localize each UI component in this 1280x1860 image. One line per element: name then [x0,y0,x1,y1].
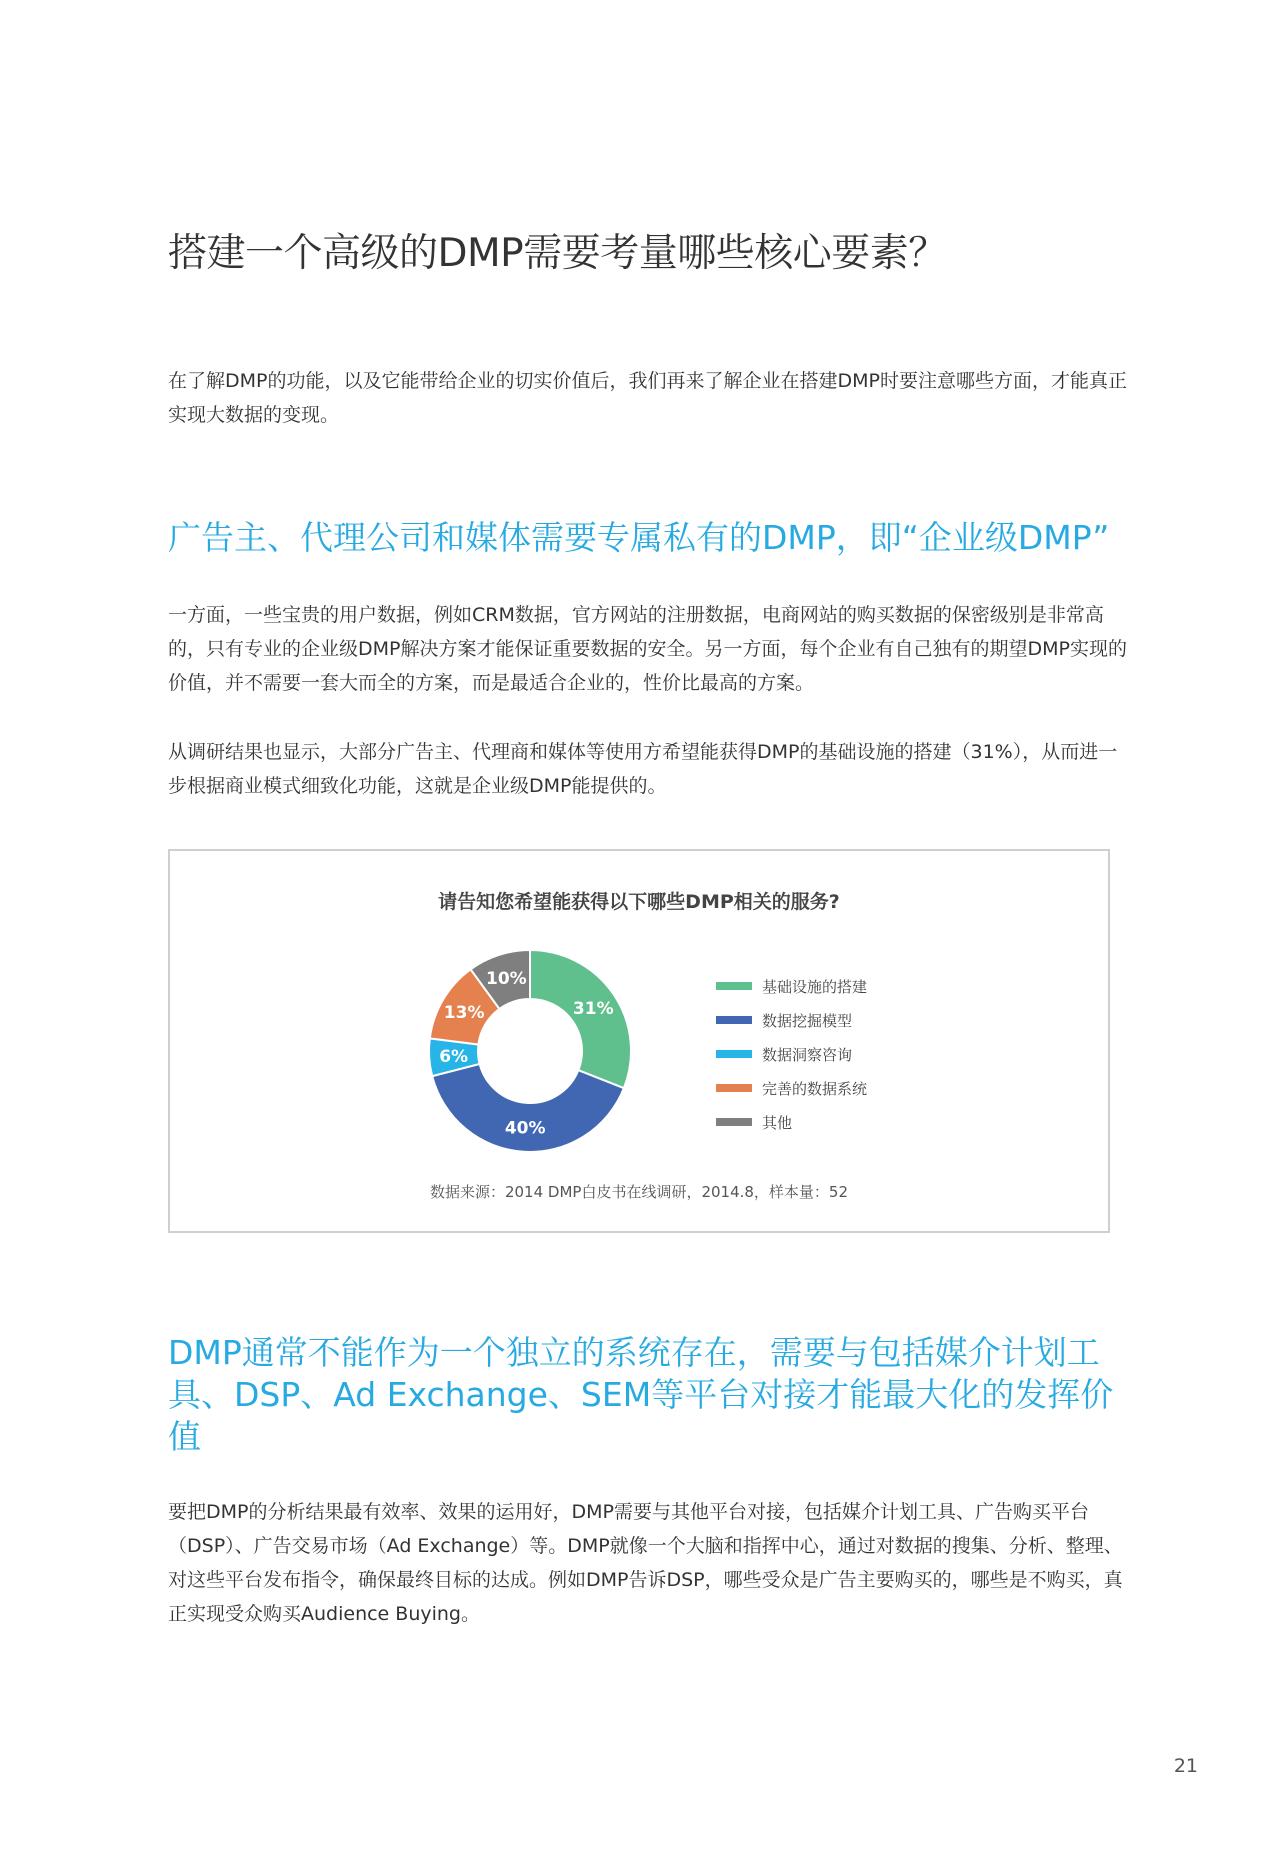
legend-item [716,1105,867,1139]
legend-item [716,1003,867,1037]
chart-panel [168,849,1110,1233]
section1-paragraph-1: 一方面，一些宝贵的用户数据，例如CRM数据，官方网站的注册数据，电商网站的购买数据的保密级别是非常高的，只有专业的企业级DMP解决方案才能保证重要数据的安全。另一方面，每个企业有自己独有的期望DMP实现的价值，并不需要一套大而全的方案，而是最适合企业的，性价比最高的方案。 [168,604,1127,694]
legend-swatch [716,1016,752,1024]
chart-source: 数据来源：2014 DMP白皮书在线调研，2014.8，样本量：52 [429,1183,849,1201]
section1-paragraph-2: 从调研结果也显示，大部分广告主、代理商和媒体等使用方希望能获得DMP的基础设施的搭建（31%），从而进一步根据商业模式细致化功能，这就是企业级DMP能提供的。 [168,741,1118,797]
page-title: 搭建一个高级的DMP需要考量哪些核心要素？ [168,231,947,276]
chart-legend [716,969,867,1139]
page-number: 21 [1173,1755,1198,1777]
donut-chart [422,943,638,1159]
chart-title: 请告知您希望能获得以下哪些DMP相关的服务? [438,891,840,913]
donut-slice [432,1064,624,1152]
section1-heading: 广告主、代理公司和媒体需要专属私有的DMP，即“企业级DMP” [168,518,1110,557]
section2-paragraph: 要把DMP的分析结果最有效率、效果的运用好，DMP需要与其他平台对接，包括媒介计划工具、广告购买平台（DSP）、广告交易市场（Ad Exchange）等。DMP就像一个大脑和指挥中心，通过对数据的搜集、分析、整理、对这些平台发布指令，确保最终目标的达成。例如DMP告诉DSP，哪些受众是广告主要购买的，哪些是不购买，真正实现受众购买Audience Buying。 [168,1501,1123,1625]
legend-item [716,969,867,1003]
legend-swatch [716,1084,752,1092]
slice-label: 6% [439,1046,469,1067]
slice-label: 31% [572,999,614,1020]
intro-paragraph: 在了解DMP的功能，以及它能带给企业的切实价值后，我们再来了解企业在搭建DMP时要注意哪些方面，才能真正实现大数据的变现。 [168,370,1127,426]
legend-item [716,1071,867,1105]
legend-swatch [716,982,752,990]
legend-swatch [716,1118,752,1126]
legend-item [716,1037,867,1071]
legend-label: 其他 [762,1113,793,1132]
legend-label: 完善的数据系统 [762,1079,868,1098]
legend-label: 数据洞察咨询 [762,1045,853,1064]
donut-slice [530,950,631,1088]
slice-label: 40% [504,1118,546,1139]
slice-label: 10% [486,969,527,990]
legend-label: 基础设施的搭建 [762,977,868,996]
legend-swatch [716,1050,752,1058]
slice-label: 13% [443,1003,485,1024]
section2-heading: DMP通常不能作为一个独立的系统存在，需要与包括媒介计划工具、DSP、Ad Exchange、SEM等平台对接才能最大化的发挥价值 [168,1333,1114,1456]
legend-label: 数据挖掘模型 [762,1011,853,1030]
